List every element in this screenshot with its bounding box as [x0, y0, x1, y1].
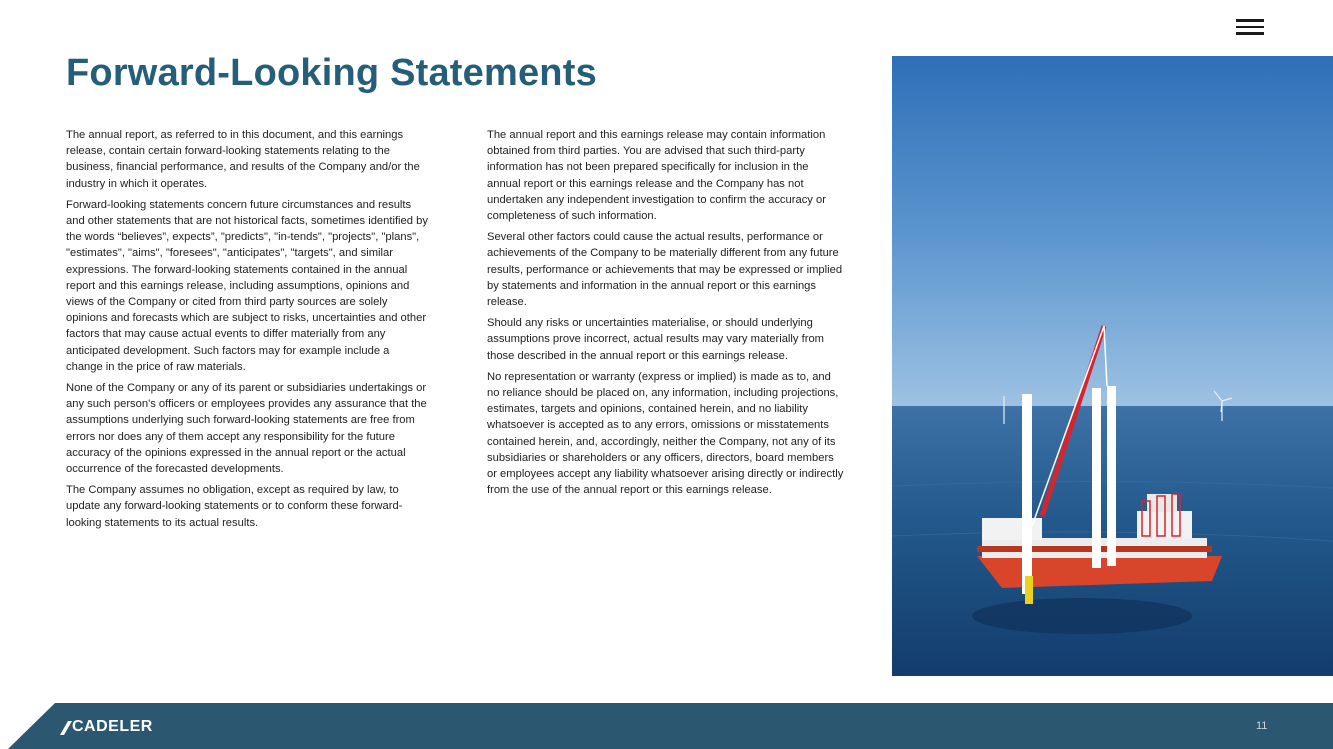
page-number: 11: [1256, 720, 1268, 732]
left-text-column: [66, 127, 428, 536]
logo-mark-icon: [58, 719, 72, 735]
paragraph: Should any risks or uncertainties materialise, or should underlying assumptions prove incorrect, actual results may vary materially from those described in the annual report or this earnings release.: [487, 317, 824, 362]
paragraph: The Company assumes no obligation, except as required by law, to update any forward-looking statements or to conform these forward-looking statements to its actual results.: [66, 484, 403, 529]
cadeler-logo: [58, 717, 153, 737]
paragraph: The annual report, as referred to in this document, and this earnings release, contain certain forward-looking statements relating to the business, financial performance, and results of the Company and/or the industry in which it operates.: [66, 129, 420, 190]
paragraph: The annual report and this earnings release may contain information obtained from third parties. You are advised that such third-party information has not been prepared specifically for inclusion in the annual report or this earnings release and the Company has not undertaken any independent investigation to confirm the accuracy or completeness of such information.: [487, 129, 826, 223]
right-text-column: [487, 127, 845, 503]
page-title: Forward-Looking Statements: [66, 52, 597, 94]
offshore-vessel-photo: [892, 56, 1333, 676]
hamburger-menu-icon[interactable]: [1236, 19, 1264, 35]
paragraph: No representation or warranty (express or implied) is made as to, and no reliance should be placed on, any information, including projections, estimates, targets and opinions, contained herein, and no liability whatsoever is accepted as to any errors, omissions or misstatements contained herein, and, accordingly, neither the Company, not any of its subsidiaries or shareholders or any officers, directors, board members or employees accept any liability whatsoever arising directly or indirectly from the use of the annual report or this earnings release.: [487, 370, 844, 497]
paragraph: Forward-looking statements concern future circumstances and results and other statements that are not historical facts, sometimes identified by the words “believes”, expects”, "predicts", "in-tends", "projects", "plans", "estimates", "aims", "foresees", "anticipates", "targets", and similar expressions. The forward-looking statements contained in the annual report and this earnings release, including assumptions, opinions and views of the Company or cited from third party sources are solely opinions and forecasts which are subject to risks, uncertainties and other factors that may cause actual events to differ materially from any anticipated development. Such factors may for example include a change in the price of raw materials.: [66, 198, 428, 373]
paragraph: Several other factors could cause the actual results, performance or achievements of the Company to be materially different from any future results, performance or achievements that may be expressed or implied by statements and information in the annual report or this earnings release.: [487, 231, 843, 309]
paragraph: None of the Company or any of its parent or subsidiaries undertakings or any such person's officers or employees provides any assurance that the assumptions underlying such forward-looking statements are free from errors nor does any of them accept any responsibility for the future accuracy of the opinions expressed in the annual report or the actual occurrence of the forecasted developments.: [66, 382, 427, 476]
footer-bar: [0, 703, 1333, 749]
logo-text: CADELER: [72, 718, 153, 735]
